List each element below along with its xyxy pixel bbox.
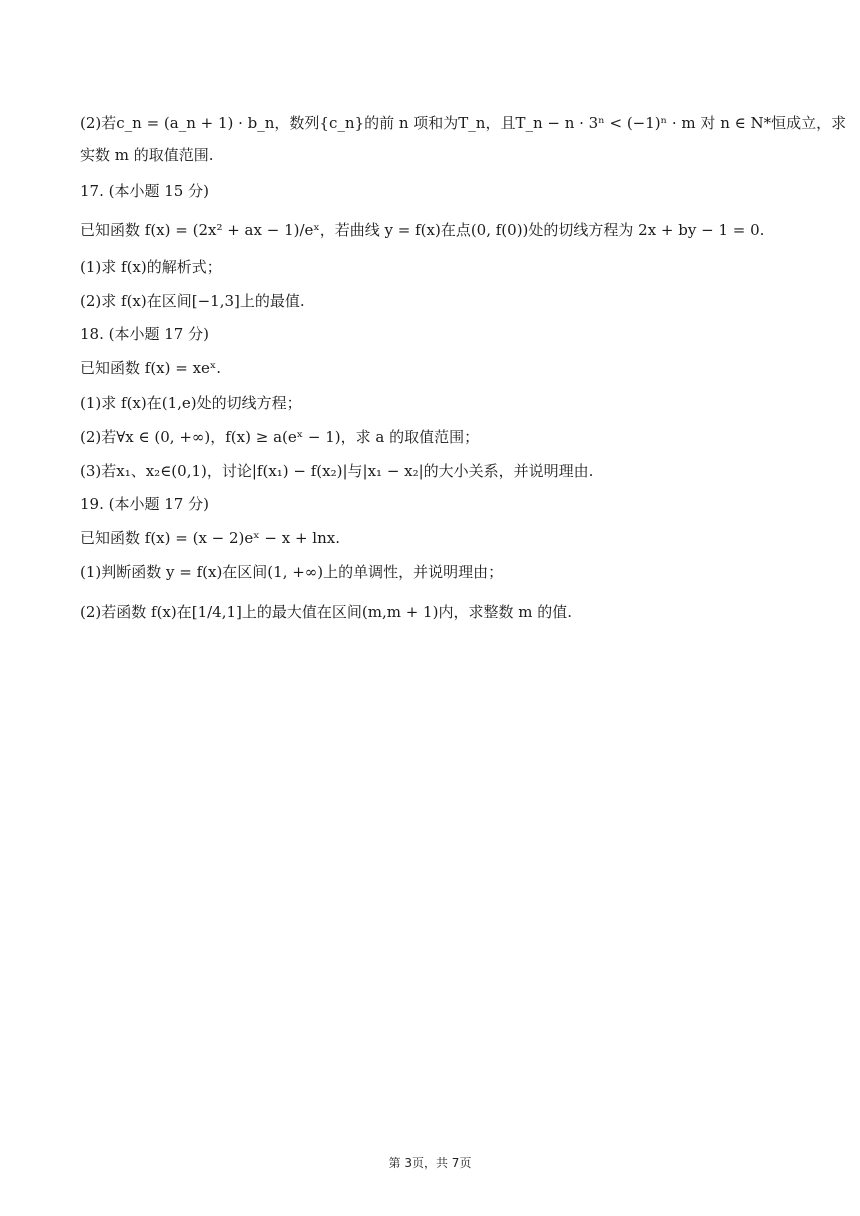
problem-18-heading: 18. (本小题 17 分) [80,325,209,343]
problem-19-part-2: (2)若函数 f(x)在[1/4,1]上的最大值在区间(m,m + 1)内，求整数 m 的值. [80,603,572,621]
problem-19-statement: 已知函数 f(x) = (x − 2)eˣ − x + lnx. [80,529,340,547]
problem-17-part-1: (1)求 f(x)的解析式； [80,258,222,276]
problem-17-part-2: (2)求 f(x)在区间[−1,3]上的最值. [80,292,305,310]
problem-17-heading: 17. (本小题 15 分) [80,182,209,200]
problem-18-part-3: (3)若x₁、x₂∈(0,1)，讨论|f(x₁) − f(x₂)|与|x₁ − x₂|的大小关系，并说明理由. [80,462,594,480]
problem-16-part-2-text-continued: 实数 m 的取值范围. [80,146,214,164]
problem-19-heading: 19. (本小题 17 分) [80,495,209,513]
problem-18-statement: 已知函数 f(x) = xeˣ. [80,359,222,377]
problem-18-part-1: (1)求 f(x)在(1,e)处的切线方程； [80,394,302,412]
problem-16-part-2-text: (2)若c_n = (a_n + 1) · b_n，数列{c_n}的前 n 项和为T_n，且T_n − n · 3ⁿ < (−1)ⁿ · m 对 n ∈ N*恒成立，求 [80,114,847,132]
problem-18-part-2: (2)若∀x ∈ (0, +∞)，f(x) ≥ a(eˣ − 1)，求 a 的取值范围； [80,428,480,446]
problem-17-statement: 已知函数 f(x) = (2x² + ax − 1)/eˣ，若曲线 y = f(x)在点(0, f(0))处的切线方程为 2x + by − 1 = 0. [80,221,765,239]
problem-19-part-1: (1)判断函数 y = f(x)在区间(1, +∞)上的单调性，并说明理由； [80,563,504,581]
page-footer: 第 3页，共 7页 [388,1156,472,1170]
